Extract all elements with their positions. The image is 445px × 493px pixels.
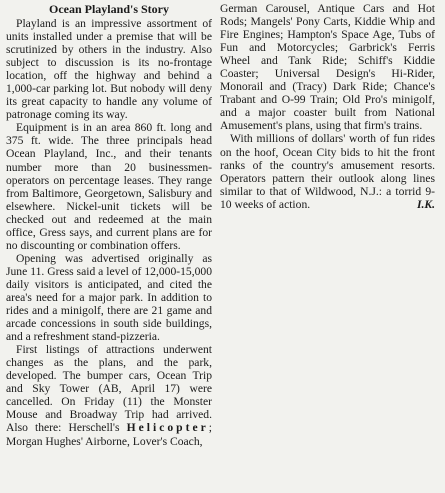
paragraph-1: Playland is an impressive assortment of units installed under a premise that will be scrutinized by others in the industry. Also subject to discussion is its no-frontage location, off the highway and behind a 1,000-car parking lot. But nobody will deny its great capacity to handle any volume of patronage coming its way. [6,17,212,122]
right-column [220,2,435,493]
paragraph-5-text: With millions of dollars' worth of fun rides on the hoof, Ocean City bids to hit the front ranks of the country's amusement resorts. Operators pattern their outlook along lines similar to that of Wildwood, N.J.: a torrid 9-10 weeks of action. [220,132,435,211]
paragraph-4 [6,343,212,447]
paragraph-2: Equipment is in an area 860 ft. long and 375 ft. wide. The three principals head Ocean Playland, Inc., and their tenants number more than 20 businessmen-operators on percentage leases. They range from Baltimore, Georgetown, Salisbury and elsewhere. Nickel-unit tickets will be checked out and redeemed at the main office, Gress says, and current plans are for no discounting or combination offers. [6,121,212,252]
paragraph-4-text: First listings of attractions underwent changes as the plans, and the park, developed. The bumper cars, Ocean Trip and Sky Tower (AB, April 17) were cancelled. On Friday (11) the Monster Mouse and Broadway Trip had arrived. Also there: Herschell's [6,343,212,435]
left-column [6,2,212,493]
paragraph-4-tail: ; Morgan Hughes' Airborne, Lover's Coach, [6,421,212,448]
paragraph-4-continued: German Carousel, Antique Cars and Hot Rods; Mangels' Pony Carts, Kiddie Whip and Fire Engines; Hampton's Space Age, Tubs of Fun and Motorcycles; Garbrick's Ferris Wheel and Tank Ride; Schiff's Kiddie Coaster; Universal Design's Hi-Rider, Monorail and (Tracy) Dark Ride; Chance's Trabant and O-99 Train; Old Pro's minigolf, and a major coaster built from National Amusement's plans, using that firm's trains. [220,2,435,133]
helicopter-spaced-word: Helicopter [126,421,209,435]
author-initials: I.K. [416,197,435,211]
paragraph-3: Opening was advertised originally as June 11. Gress said a level of 12,000-15,000 daily visitors is anticipated, and cited the area's need for a major park. In addition to rides and a minigolf, there are 21 game and arcade concessions in south side buildings, and a refreshment stand-pizzeria. [6,251,212,344]
paragraph-5 [220,132,435,210]
article-headline: Ocean Playland's Story [48,2,169,16]
